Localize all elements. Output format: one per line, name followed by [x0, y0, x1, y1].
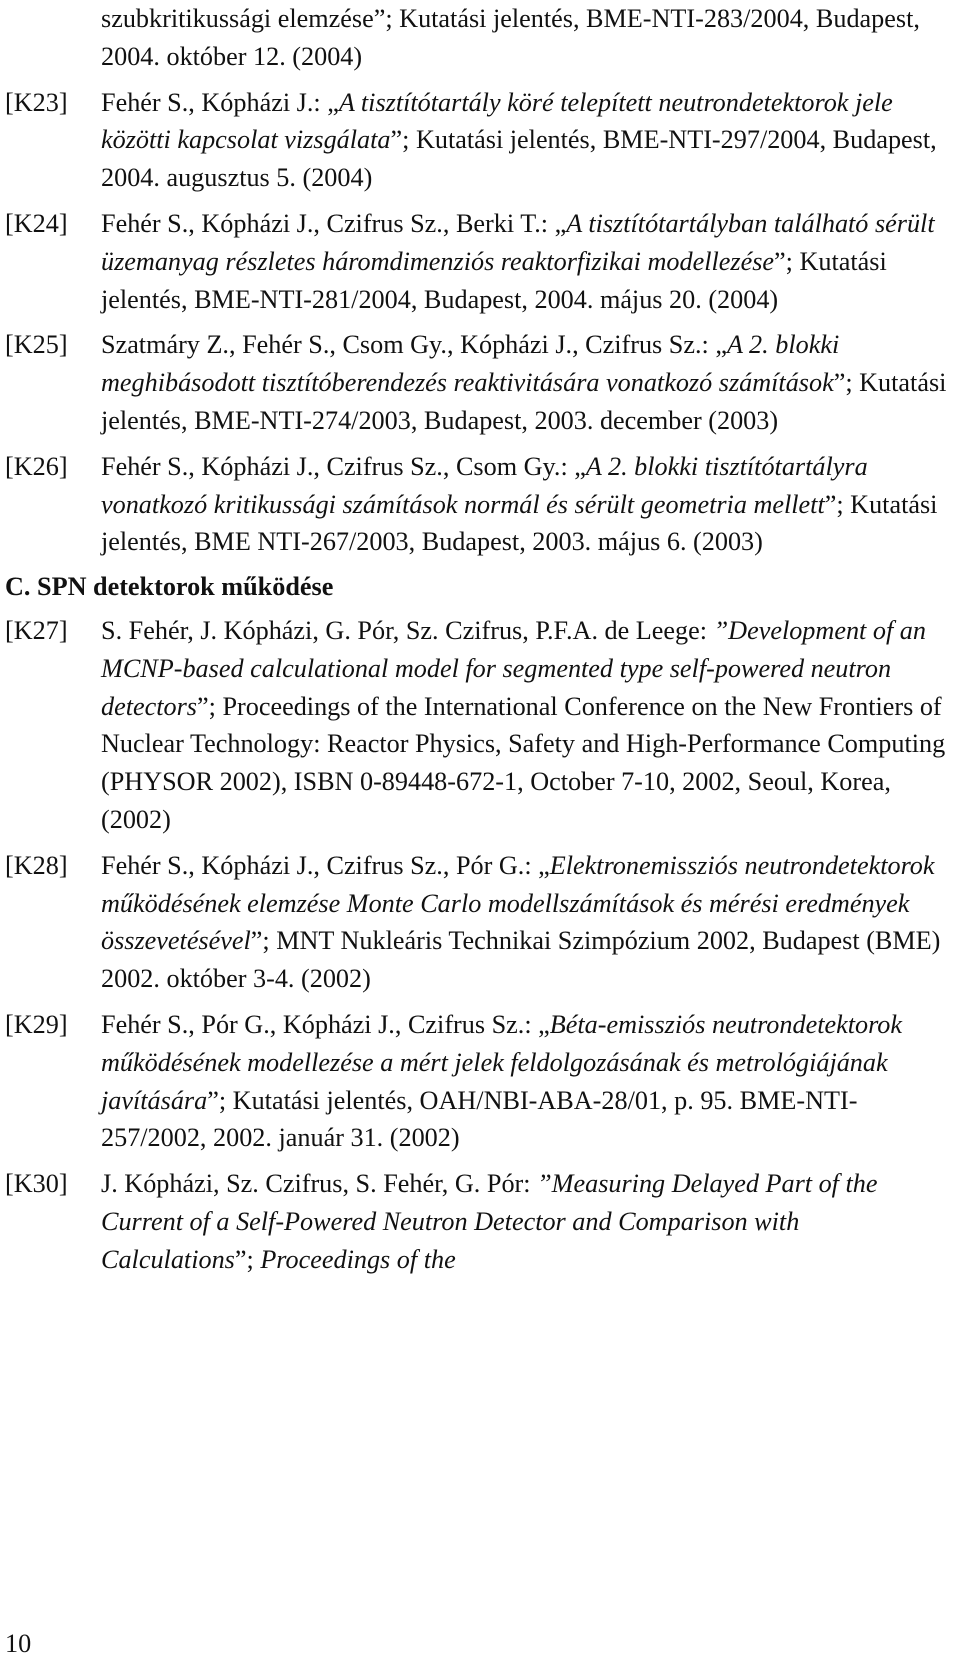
reference-details: ”; Kutatási jelentés, BME NTI-267/2003, Budapest, 2003. május 6. (2003) [101, 489, 938, 557]
reference-authors: Fehér S., Kópházi J., Czifrus Sz., Csom Gy.: „ [101, 451, 586, 481]
reference-k26 [5, 448, 955, 561]
reference-k27 [5, 612, 955, 839]
page-number: 10 [5, 1629, 32, 1658]
reference-k30 [5, 1165, 955, 1278]
reference-label: [K23] [5, 87, 68, 117]
reference-label: [K30] [5, 1169, 68, 1199]
reference-body [101, 448, 955, 561]
reference-venue: Proceedings of the [260, 1244, 456, 1274]
reference-title: Elektronemissziós neutrondetektorok működésének elemzése Monte Carlo modellszámítások és mérési eredmények összevetésével [101, 850, 935, 956]
continued-reference-text: szubkritikussági elemzése”; Kutatási jelentés, BME-NTI-283/2004, Budapest, 2004. október 12. (2004) [101, 4, 920, 71]
reference-label: [K25] [5, 330, 68, 360]
reference-authors: J. Kópházi, Sz. Czifrus, S. Fehér, G. Pór: [101, 1169, 538, 1199]
reference-details: ”; MNT Nukleáris Technikai Szimpózium 2002, Budapest (BME) 2002. október 3-4. (2002) [101, 926, 941, 994]
reference-body [101, 205, 955, 318]
reference-body [101, 612, 955, 839]
reference-title: A tisztítótartályban található sérült üzemanyag részletes háromdimenziós reaktorfizikai modellezése [101, 208, 935, 276]
reference-title: Béta-emissziós neutrondetektorok működésének modellezése a mért jelek feldolgozásának és metrológiájának javítására [101, 1009, 903, 1115]
reference-details: ”; [234, 1244, 261, 1274]
reference-body [101, 1006, 955, 1157]
reference-label: [K29] [5, 1009, 68, 1039]
reference-k23 [5, 84, 955, 197]
reference-k24 [5, 205, 955, 318]
reference-label: [K26] [5, 451, 68, 481]
reference-authors: Szatmáry Z., Fehér S., Csom Gy., Kópházi J., Czifrus Sz.: „ [101, 330, 727, 360]
reference-title: ”Measuring Delayed Part of the Current of a Self-Powered Neutron Detector and Comparison with Calculations [101, 1169, 878, 1274]
reference-details: ”; Kutatási jelentés, OAH/NBI-ABA-28/01, p. 95. BME-NTI-257/2002, 2002. január 31. (2002) [101, 1085, 858, 1153]
reference-title: ”Development of an MCNP-based calculational model for segmented type self-powered neutron detectors [101, 615, 926, 721]
reference-label: [K24] [5, 208, 68, 238]
reference-k25 [5, 326, 955, 439]
reference-authors: Fehér S., Kópházi J., Czifrus Sz., Berki T.: „ [101, 208, 567, 238]
reference-body [101, 847, 955, 998]
reference-body [101, 1165, 955, 1278]
reference-k29 [5, 1006, 955, 1157]
reference-list [5, 0, 955, 1279]
reference-authors: S. Fehér, J. Kópházi, G. Pór, Sz. Czifrus, P.F.A. de Leege: [101, 615, 714, 645]
reference-details: ”; Kutatási jelentés, BME-NTI-281/2004, Budapest, 2004. május 20. (2004) [101, 246, 887, 314]
reference-authors: Fehér S., Kópházi J., Czifrus Sz., Pór G.: „ [101, 850, 550, 880]
reference-label: [K28] [5, 850, 68, 880]
reference-authors: Fehér S., Kópházi J.: „ [101, 87, 339, 117]
reference-authors: Fehér S., Pór G., Kópházi J., Czifrus Sz.: „ [101, 1009, 550, 1039]
reference-title: A 2. blokki meghibásodott tisztítóberendezés reaktivitására vonatkozó számítások [101, 330, 840, 398]
reference-title: A tisztítótartály köré telepített neutrondetektorok jele közötti kapcsolat vizsgálata [101, 87, 893, 155]
reference-details: ”; Kutatási jelentés, BME-NTI-274/2003, Budapest, 2003. december (2003) [101, 368, 947, 435]
reference-details: ”; Proceedings of the International Conference on the New Frontiers of Nuclear Technology: Reactor Physics, Safety and High-Performance Computing (PHYSOR 2002), ISBN 0-89448-672-1, October 7-10, 2002, Seoul, Korea, (2002) [101, 691, 946, 834]
reference-label: [K27] [5, 615, 68, 645]
reference-body [101, 326, 955, 439]
reference-body [101, 84, 955, 197]
reference-details: ”; Kutatási jelentés, BME-NTI-297/2004, Budapest, 2004. augusztus 5. (2004) [101, 125, 937, 193]
reference-k28 [5, 847, 955, 998]
section-heading: C. SPN detektorok működése [5, 572, 334, 602]
reference-title: A 2. blokki tisztítótartályra vonatkozó kritikussági számítások normál és sérült geometria mellett [101, 451, 868, 519]
